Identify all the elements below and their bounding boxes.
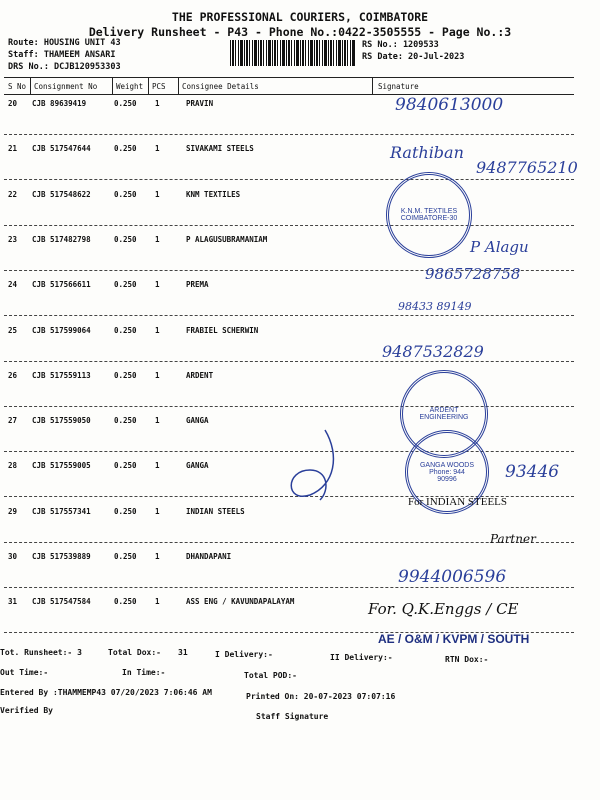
verified-by: Verified By [0,706,53,715]
cell-sno: 24 [8,280,18,290]
cell-pcs: 1 [155,370,160,380]
cell-consignment-no: CJB 517557341 [32,506,91,516]
ii-delivery: II Delivery:- [330,653,393,662]
row-30-signature: 9944006596 [398,567,507,587]
cell-pcs: 1 [155,144,160,154]
cell-consignee-name: P ALAGUSUBRAMANIAM [186,234,268,244]
row-separator [4,587,574,588]
row-separator [4,361,574,362]
row-25-signature: 9487532829 [382,342,484,361]
cell-weight: 0.250 [114,234,137,244]
row-24-signature: 98433 89149 [398,300,472,313]
col-divider [178,77,179,94]
cell-consignment-no: CJB 517599064 [32,325,91,335]
row-31-signature: For. Q.K.Enggs / CE [368,600,519,618]
cell-consignment-no: CJB 517539889 [32,552,91,561]
document-subtitle: Delivery Runsheet - P43 - Phone No.:0422-3505555 - Page No.:3 [88,25,512,39]
staff-label: Staff: THAMEEM ANSARI [8,50,116,60]
cell-pcs: 1 [155,461,160,471]
table-top-border [4,77,574,78]
ardent-stamp-text: ARDENT ENGINEERING [419,407,469,421]
cell-consignee-name: GANGA [186,416,209,426]
cell-weight: 0.250 [114,597,137,607]
rs-number: RS No.: 1209533 [362,40,439,50]
cell-consignment-no: CJB 517559050 [32,416,91,426]
cell-consignee-name: GANGA [186,461,209,471]
col-header-consignee: Consignee Details [182,82,259,91]
knm-textiles-stamp [386,172,472,258]
rs-date: RS Date: 20-Jul-2023 [362,52,465,62]
cell-sno: 27 [8,416,18,426]
cell-weight: 0.250 [114,506,137,516]
in-time: In Time:- [122,668,166,677]
cell-weight: 0.250 [114,280,137,290]
row-23-signature-name: P Alagu [470,238,529,256]
cell-sno: 28 [8,461,18,471]
cell-pcs: 1 [155,597,160,607]
cell-sno: 20 [8,99,18,108]
cell-pcs: 1 [155,416,160,426]
row-21-signature-phone: 9487765210 [476,158,578,177]
cell-consignee-name: PREMA [186,280,209,290]
col-header-consignment: Consignment No [34,82,98,91]
cell-consignment-no: CJB 89639419 [32,99,87,108]
cell-weight: 0.250 [114,552,137,561]
entered-by: Entered By :THAMMEMP43 07/20/2023 7:06:46 AM [0,688,212,697]
cell-consignee-name: FRABIEL SCHERWIN [186,325,259,335]
cell-sno: 22 [8,189,18,199]
row-20-signature: 9840613000 [395,95,504,115]
cell-consignee-name: KNM TEXTILES [186,189,241,199]
cell-pcs: 1 [155,552,160,561]
cell-consignment-no: CJB 517547644 [32,144,91,154]
cell-sno: 23 [8,234,18,244]
drs-number: DRS No.: DCJB120953303 [8,62,121,72]
cell-consignee-name: INDIAN STEELS [186,506,245,516]
cell-pcs: 1 [155,234,160,244]
total-dox-value: 31 [178,648,188,657]
cell-weight: 0.250 [114,461,137,471]
row-29-partner: Partner [490,532,536,546]
col-divider [112,77,113,94]
document-title: THE PROFESSIONAL COURIERS, COIMBATORE [171,10,429,24]
out-time: Out Time:- [0,668,49,677]
cell-consignee-name: ARDENT [186,370,214,380]
total-pod: Total POD:- [244,671,297,680]
cell-weight: 0.250 [114,325,137,335]
cell-consignee-name: PRAVIN [186,99,214,108]
cell-weight: 0.250 [114,189,137,199]
row-23-signature-phone: 9865728758 [425,265,521,283]
cell-weight: 0.250 [114,99,137,108]
cell-sno: 30 [8,552,18,561]
cell-sno: 29 [8,506,18,516]
cell-pcs: 1 [155,99,160,108]
cell-consignment-no: CJB 517548622 [32,189,91,199]
knm-stamp-text: K.N.M. TEXTILES COIMBATORE-30 [400,208,458,222]
cell-sno: 21 [8,144,18,154]
row-separator [4,134,574,135]
cell-weight: 0.250 [114,144,137,154]
cell-consignee-name: ASS ENG / KAVUNDAPALAYAM [186,597,295,607]
tot-runsheet: Tot. Runsheet:- 3 [0,648,82,657]
printed-on: Printed On: 20-07-2023 07:07:16 [246,692,396,701]
ae-stamp: AE / O&M / KVPM / SOUTH [378,632,530,646]
cell-pcs: 1 [155,325,160,335]
cell-sno: 31 [8,597,18,607]
route-label: Route: HOUSING UNIT 43 [8,38,121,48]
cell-pcs: 1 [155,280,160,290]
col-header-weight: Weight [116,82,144,91]
col-header-signature: Signature [378,82,419,91]
col-header-pcs: PCS [152,82,166,91]
cell-consignee-name: DHANDAPANI [186,552,232,561]
cell-weight: 0.250 [114,416,137,426]
cell-consignment-no: CJB 517547584 [32,597,91,607]
cell-consignment-no: CJB 517566611 [32,280,91,290]
ganga-stamp-text: GANGA WOODS Phone: 944 90996 [419,461,475,483]
i-delivery: I Delivery:- [215,650,273,659]
indian-steels-stamp: For INDIAN STEELS [408,496,507,508]
cell-sno: 26 [8,370,18,380]
barcode [230,40,355,66]
col-divider [148,77,149,94]
staff-signature: Staff Signature [256,712,329,721]
cell-consignment-no: CJB 517559005 [32,461,91,471]
row-separator [4,179,574,180]
cell-pcs: 1 [155,506,160,516]
row-28-signature: 93446 [505,462,560,482]
hand-scribble [280,425,350,505]
cell-consignee-name: SIVAKAMI STEELS [186,144,254,154]
cell-consignment-no: CJB 517482798 [32,234,91,244]
cell-sno: 25 [8,325,18,335]
cell-weight: 0.250 [114,370,137,380]
row-21-signature-name: Rathiban [390,143,464,162]
row-separator [4,225,574,226]
rtn-dox: RTN Dox:- [445,655,489,664]
total-dox-label: Total Dox:- [108,648,161,657]
row-separator [4,542,574,543]
col-divider [30,77,31,94]
col-divider [372,77,373,94]
col-header-sno: S No [8,82,27,91]
row-separator [4,406,574,407]
cell-pcs: 1 [155,189,160,199]
row-separator [4,315,574,316]
cell-consignment-no: CJB 517559113 [32,370,91,380]
